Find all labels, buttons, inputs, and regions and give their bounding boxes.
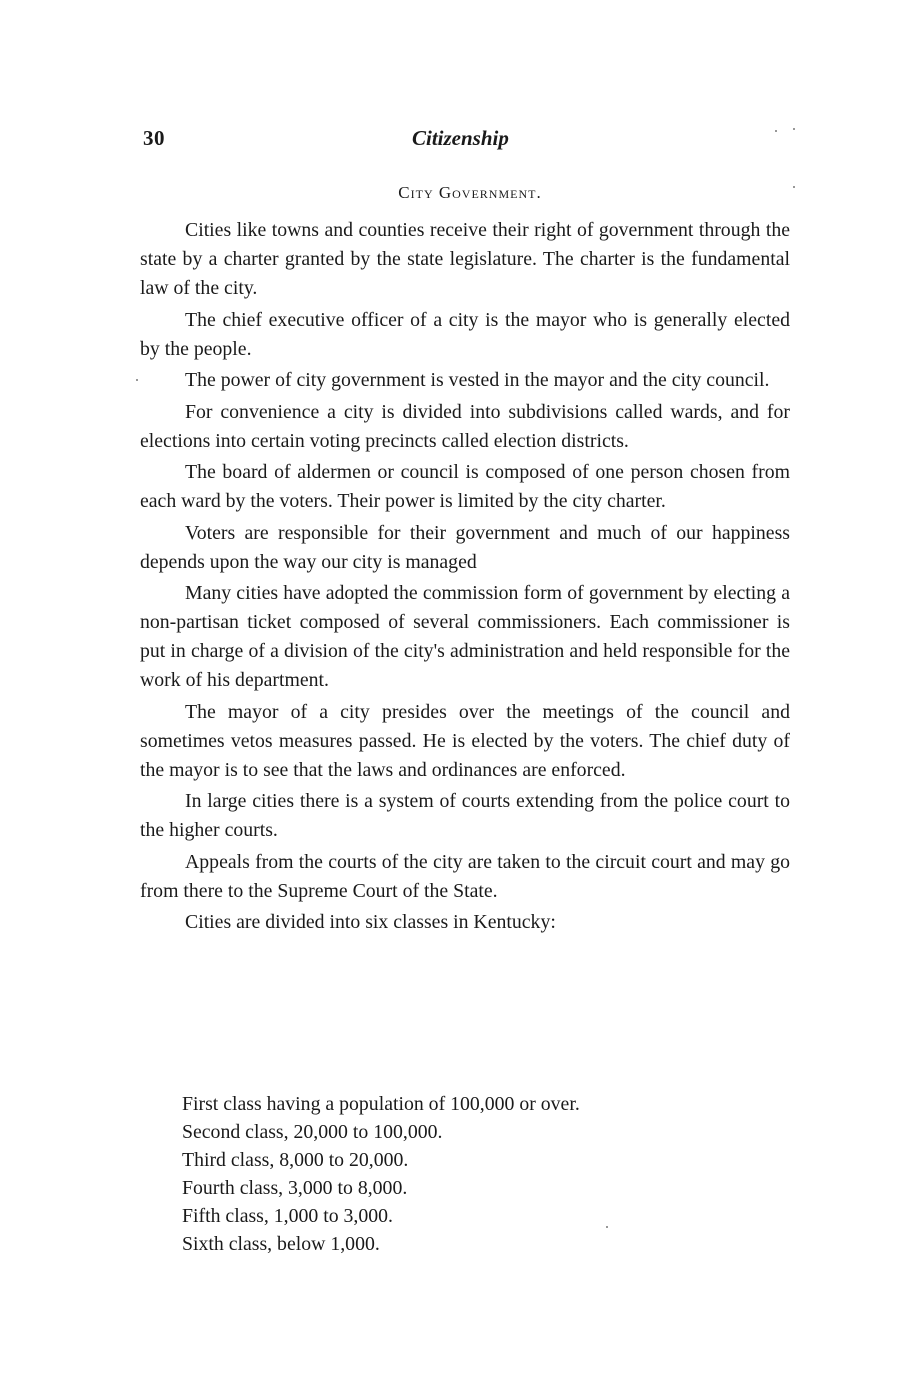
scan-speck [793,186,795,188]
scan-speck [775,130,777,132]
paragraph: Voters are responsible for their government and much of our happiness depends upon the way our city is managed [140,521,790,573]
list-item: First class having a population of 100,000 or over. [182,1093,580,1115]
paragraph: Many cities have adopted the commission form of government by electing a non-partisan ticket composed of several commissioners. Each commissioner is put in charge of a division of the city's administration and held responsible for the work of his department. [140,582,790,691]
running-title: Citizenship [412,126,509,150]
page-number: 30 [143,126,165,150]
list-item: Third class, 8,000 to 20,000. [182,1149,409,1171]
list-item: Second class, 20,000 to 100,000. [182,1121,443,1143]
paragraph: For convenience a city is divided into subdivisions called wards, and for elections into certain voting precincts called election districts. [140,400,790,452]
list-item: Fourth class, 3,000 to 8,000. [182,1177,408,1199]
paragraph: Appeals from the courts of the city are taken to the circuit court and may go from there to the Supreme Court of the State. [140,850,790,902]
scan-speck [606,1226,608,1228]
body-text [140,216,790,940]
paragraph: Cities are divided into six classes in Kentucky: [185,911,556,933]
paragraph: The power of city government is vested in the mayor and the city council. [185,369,770,391]
list-item: Fifth class, 1,000 to 3,000. [182,1205,393,1227]
paragraph: The chief executive officer of a city is the mayor who is generally elected by the people. [140,308,790,360]
scan-speck [136,379,138,381]
section-title: City Government. [398,183,542,202]
paragraph: Cities like towns and counties receive their right of government through the state by a charter granted by the state legislature. The charter is the fundamental law of the city. [140,219,790,299]
list-item: Sixth class, below 1,000. [182,1233,380,1255]
paragraph: The board of aldermen or council is composed of one person chosen from each ward by the voters. Their power is limited by the city charter. [140,461,790,512]
paragraph: In large cities there is a system of courts extending from the police court to the higher courts. [140,790,790,841]
scan-speck [793,128,795,130]
paragraph: The mayor of a city presides over the meetings of the council and sometimes vetos measures passed. He is elected by the voters. The chief duty of the mayor is to see that the laws and ordinances are enforced. [140,700,790,781]
city-class-list [182,1090,580,1258]
